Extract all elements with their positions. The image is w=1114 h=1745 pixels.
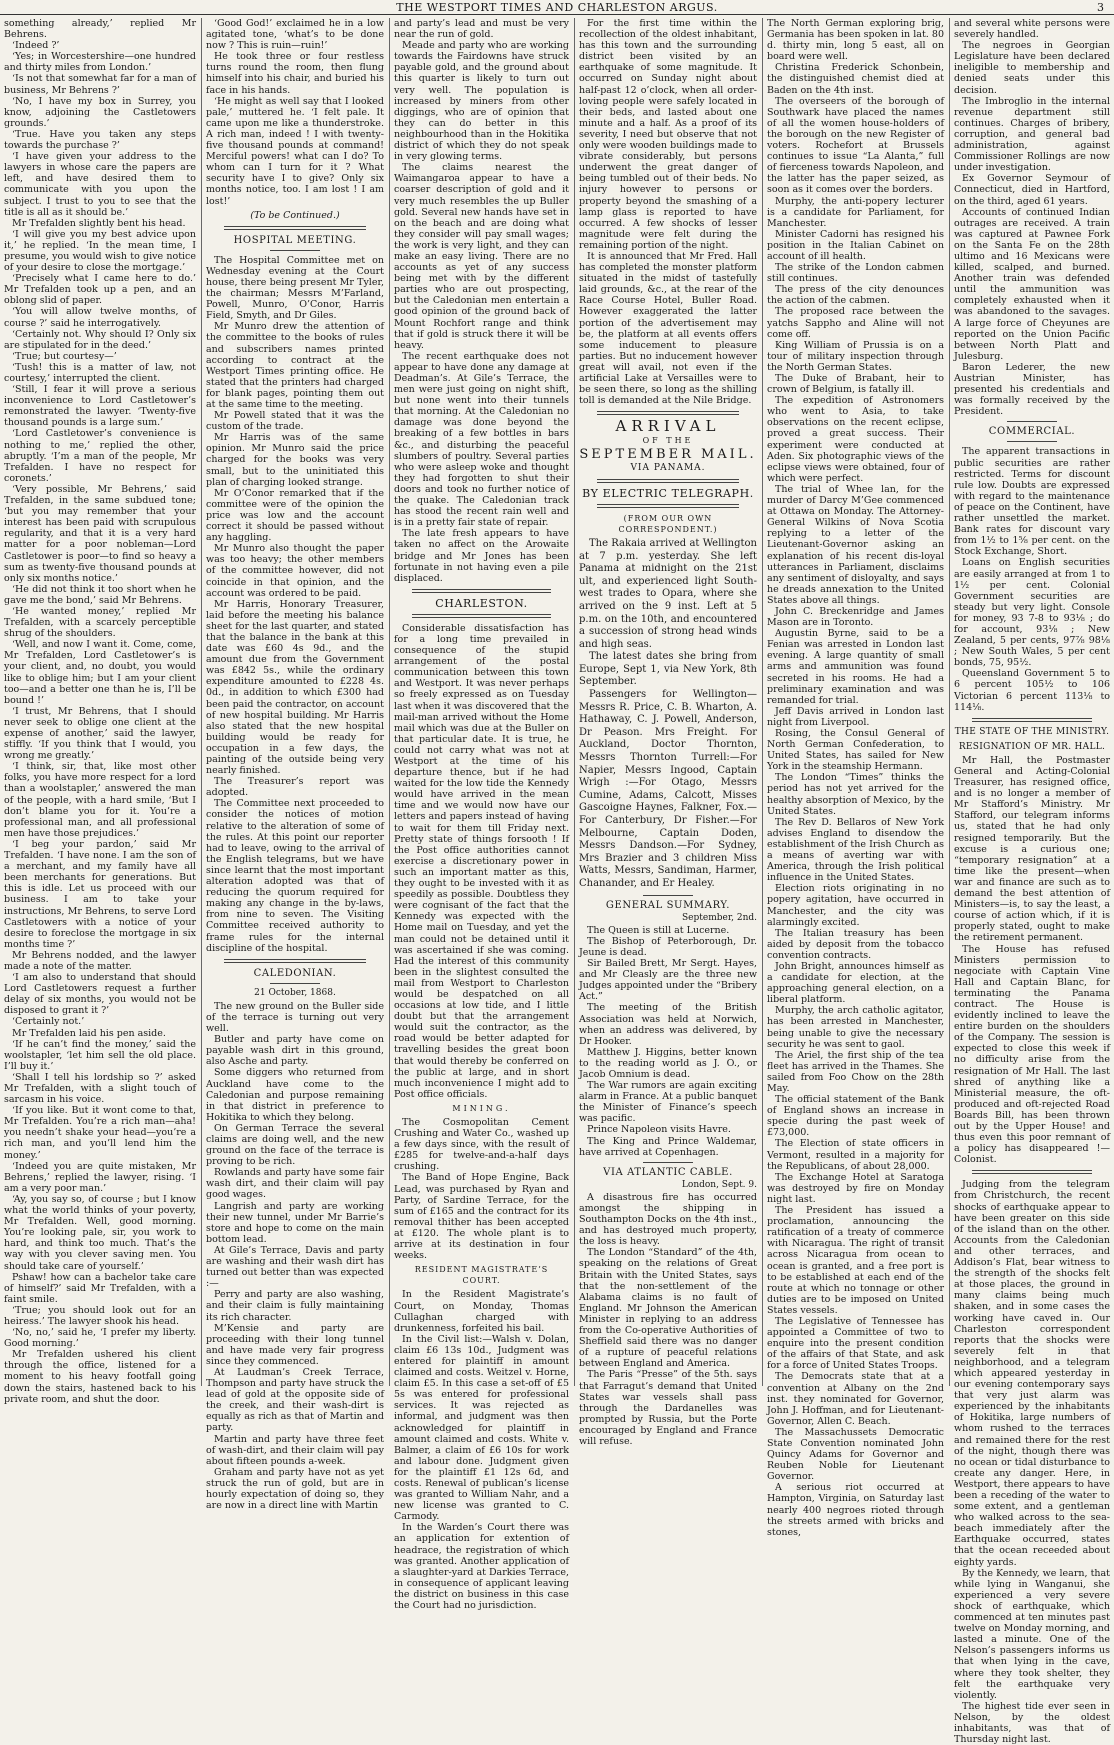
paragraph: Considerable dissatisfaction has for a long time prevailed in consequence of the stupid arrangement of the postal communication between this town and Westport. It was never perhaps so freely expressed as on Tuesday last when it was discovered that the mail-man arrived without the Home mail which was due at the Buller on that particular date. It is true, he could not carry what was not at Westport at the time of his departure thence, but if he had waited for the low tide the Kennedy would have arrived in the mean time and we would now have our letters and papers instead of having to wait for them till Friday next. Pretty state of things forsooth ! If the Post office authorities cannot exercise a discretionary power in such an important matter as this, they ought to be invested with it as speedily as possible. Doubtless they were cognisant of the fact that the Kennedy was expected with the Home mail on Tuesday, and yet the man could not be detained until it was ascertained if she was coming. Had the interest of this community been in the slightest consulted the mail from Westport to Charleston would be despatched on all occasions at low tide, and I little doubt but that the arrangement would suit the contractor, as the road would be better adapted for travelling besides the great boon that would thereby be conferred on the public at large, and in short much inconvenience I might add to Post office officials. bbox=[394, 622, 569, 1100]
paragraph: ‘Yes; in Worcestershire—one hundred and thirty miles from London.’ bbox=[4, 51, 196, 74]
paragraph: John C. Breckenridge and James Mason are in Toronto. bbox=[767, 605, 944, 629]
resignation-heading: RESIGNATION OF MR. HALL. bbox=[958, 741, 1106, 752]
mining-heading: MINING. bbox=[452, 1103, 511, 1113]
paragraph: In the Warden’s Court there was an application for extention of headrace, the registration of which was granted. Another application of a slaughter-yard at Darkies Terrace, in consequence of applicant leaving the district on business in this case the Court had no jurisdiction. bbox=[394, 1522, 570, 1612]
paragraph: ‘Shall I tell his lordship so ?’ asked Mr Trefalden, with a slight touch of sarcasm in his voice. bbox=[4, 1071, 196, 1106]
paragraph: Passengers for Wellington—Messrs R. Price, C. B. Wharton, A. Hathaway, C. J. Powell, Anderson, Dr Peason. Mrs Freight. For Auckland, Doctor Thornton, Messrs Thornton Turrell:—For Napier, Messrs Ingood, Captain Wrigh :—For Otago, Messrs Cumine, Adams, Calcott, Misses Gascoigne Haynes, Falkner, Fox.—For Canterbury, Dr Fisher.—For Melbourne, Captain Doden, Messrs Dandson.—For Sydney, Mrs Brazier and 3 children Miss Watts, Messrs, Sandiman, Harmer, Chanander, and Er Healey. bbox=[579, 689, 757, 889]
paragraph: The North German exploring brig, Germania has been spoken in lat. 80 d. thirty min, long 5 east, all on board were well. bbox=[767, 18, 944, 63]
paragraph: ‘If he can’t find the money,’ said the woolstapler, ‘let him sell the old place. I’ll buy it.’ bbox=[4, 1038, 196, 1072]
caledonian-date: 21 October, 1868. bbox=[254, 987, 336, 998]
paragraph: It is announced that Mr Fred. Hall has completed the monster platform situated in the midst of tastefully laid grounds, &c., at the rear of the Race Course Hotel, Buller Road. However exaggerated the latter portion of the advertisement may be, the platform at all events offers some inducement to pleasure parties. But no inducement however great will avail, not even if the artificial Lake at Versailles were to be seen there, so long as the shilling toll is demanded at the Nile Bridge. bbox=[579, 250, 757, 407]
paragraph: ‘Well, and now I want it. Come, come, Mr Trefalden, Lord Castletower’s is your client, and, no doubt, you would like to oblige him; but I am your client too—and a better one than he is, I’ll be bound !’ bbox=[4, 639, 196, 706]
serial-story-end bbox=[206, 18, 384, 207]
paragraph: ‘I beg your pardon,’ said Mr Trefalden. ‘I have none. I am the son of a merchant, and my family have all been merchants for generations. But this is idle. Let us proceed with our business. I am to take your instructions, Mr Behrens, to serve Lord Castletowers with a notice of your desire to foreclose the mortgage in six months time ?’ bbox=[4, 838, 196, 950]
correspondent-note: (FROM OUR OWN CORRESPONDENT.) bbox=[618, 513, 718, 534]
paragraph: Mr Trefalden slightly bent his head. bbox=[12, 217, 186, 229]
paragraph: ‘Indeed ?’ bbox=[12, 40, 60, 52]
section-divider bbox=[412, 589, 551, 593]
paragraph: ‘I will give you my best advice upon it,’ he replied. ‘In the mean time, I presume, you would wish to give notice of your desire to close the mortgage.’ bbox=[4, 228, 196, 274]
hospital-meeting-article bbox=[206, 255, 384, 954]
paragraph: The highest tide ever seen in Nelson, by the oldest inhabitants, was that of Thursday night last. bbox=[954, 1700, 1110, 1745]
paragraph: ‘Certainly not.’ bbox=[12, 1016, 85, 1028]
column-5 bbox=[767, 18, 944, 1538]
paragraph: The expedition of Astronomers who went to Asia, to take observations on the recent eclipse, proved a great success. Their experiment were conducted at Aden. Six photographic views of the eclipse views were obtained, four of which were perfect. bbox=[767, 395, 944, 484]
paragraph: ‘Is not that somewhat far for a man of business, Mr Behrens ?’ bbox=[4, 73, 196, 96]
paragraph: Graham and party have not as yet struck the run of gold, but are in hourly expectation of doing so, they are now in a direct line with Martin bbox=[206, 1466, 384, 1512]
paragraph: Accounts of continued Indian outrages are received. A train was captured at Pawnee Fork on the Santa Fe on the 28th ultimo and 16 Mexicans were killed, scalped, and burned. Another train was defended until the ammunition was completely exhausted when it was abandoned to the savages. A large force of Cheyunes are reported on the Union Pacific between North Platt and Julesburg. bbox=[954, 206, 1110, 362]
commercial-heading: COMMERCIAL. bbox=[988, 426, 1076, 438]
paragraph: Mr Munro drew the attention of the committee to the books of rules and subscribers names printed according to contract at the Westport Times printing office. He stated that the printers had charged for blank pages, pointing them out at the same time to the meeting. bbox=[206, 321, 384, 410]
paragraph: The Massachussets Democratic State Convention nominated John Quincy Adams for Governor and Reuben Noble for Lieutenant Governor. bbox=[767, 1426, 944, 1483]
via-panama: VIA PANAMA. bbox=[630, 462, 706, 473]
paragraph: Mr Trefalden laid his pen aside. bbox=[12, 1027, 166, 1039]
paragraph: The Imbroglio in the internal revenue department still continues. Charges of bribery, corruption, and general bad administration, against Commissioner Rollings are now under investigation. bbox=[954, 95, 1110, 174]
paragraph: Sir Bailed Brett, Mr Sergt. Hayes, and Mr Cleasly are the three new Judges appointed under the “Bribery Act.” bbox=[579, 958, 757, 1003]
paragraph: Matthew J. Higgins, better known to the reading world as J. O., or Jacob Omnium is dead. bbox=[579, 1046, 757, 1080]
column-rule bbox=[574, 18, 575, 1386]
paragraph: ‘I have given your address to the lawyers in whose care the papers are left, and have desired them to communicate with you upon the subject. I trust to you to see that the title is all as it should be.’ bbox=[4, 151, 196, 218]
electric-telegraph-heading: BY ELECTRIC TELEGRAPH. bbox=[582, 486, 754, 500]
paragraph: The Treasurer’s report was adopted. bbox=[206, 776, 384, 799]
paragraph: Some diggers who returned from Auckland have come to the Caledonian and purpose remaining in that district in preference to Hokitika to which they belong. bbox=[206, 1067, 384, 1123]
paragraph: The meeting of the British Association was held at Norwich, when an address was delivered, by Dr Hooker. bbox=[579, 1002, 757, 1047]
paragraph: The Band of Hope Engine, Back Lead, was purchased by Ryan and Party, of Sardine Terrace, for the sum of £165 and the contract for its removal thither has been accepted at £120. The whole plant is to arrive at its destination in four weeks. bbox=[394, 1172, 569, 1262]
paragraph: Murphy, the anti-popery lecturer is a candidate for Parliament, for Manchester. bbox=[767, 195, 944, 229]
paragraph: The War rumors are again exciting alarm in France. At a public banquet the Minister of Finance’s speech was pacific. bbox=[579, 1080, 757, 1125]
paragraph: The Bishop of Peterborough, Dr. Jeune is dead. bbox=[579, 935, 757, 958]
paragraph: ‘True; but courtesy—’ bbox=[12, 350, 117, 362]
paragraph: The Committee next proceeded to consider the notices of motion relative to the alteration of some of the rules. At this point our reporter had to leave, owing to the arrival of the English telegrams, but we have since learnt that the most important alteration adopted was that of reducing the quorum required for making any change in the by-laws, from nine to seven. The Visiting Committee received authority to frame rules for the internal discipline of the hospital. bbox=[206, 798, 384, 954]
paragraph: ‘No, I have my box in Surrey, you know, adjoining the Castletowers grounds.’ bbox=[4, 95, 196, 129]
paragraph: ‘He might as well say that I looked pale,’ muttered he. ‘I felt pale. It came upon me like a thunderstroke. A rich man, indeed ! I with twenty-five thousand pounds at command! Merciful powers! what can I do? To whom can I turn for it ? What security have I to give? Only six months notice, too. I am lost ! I am lost!’ bbox=[206, 95, 384, 207]
newspaper-title: THE WESTPORT TIMES AND CHARLESTON ARGUS. bbox=[396, 1, 718, 14]
paragraph: A disastrous fire has occurred amongst the shipping in Southampton Docks on the 4th inst., and has destroyed much property, the loss is heavy. bbox=[579, 1191, 757, 1248]
paragraph: ‘He did not think it too short when he gave me the bond,’ said Mr Behrens. bbox=[4, 583, 196, 606]
paragraph: Mr Trefalden ushered his client through the office, listened for a moment to his heavy footfall going down the stairs, hastened back to his private room, and shut the door. bbox=[4, 1349, 196, 1405]
paragraph: Mr O’Conor remarked that if the committee were of the opinion the price was low and the account correct it should be passed without any haggling. bbox=[206, 487, 384, 544]
section-divider bbox=[597, 411, 739, 415]
to-be-continued: (To be Continued.) bbox=[250, 209, 340, 221]
paragraph: Pshaw! how can a bachelor take care of himself?’ said Mr Trefalden, with a faint smile. bbox=[4, 1271, 196, 1305]
paragraph: ‘Still, I fear it will prove a serious inconvenience to Lord Castletower’s remonstrated the lawyer. ‘Twenty-five thousand pounds is a large sum.’ bbox=[4, 384, 196, 429]
column-3 bbox=[394, 18, 570, 1612]
paragraph: King William of Prussia is on a tour of military inspection through the North German States. bbox=[767, 339, 944, 373]
divider bbox=[270, 250, 320, 251]
ministry-heading: THE STATE OF THE MINISTRY. bbox=[954, 726, 1110, 737]
paragraph: ‘Precisely what I came here to do.’ Mr Trefalden took up a pen, and an oblong slid of paper. bbox=[4, 273, 196, 307]
paragraph: ‘Lord Castletower’s convenience is nothing to me,’ replied the other, abruptly. ‘I’m a man of the people, Mr Trefalden. I have no respect for coronets.’ bbox=[4, 428, 196, 484]
paragraph: For the first time within the recollection of the oldest inhabitant, has this town and the surrounding district been visited by an earthquake of some magnitude. It occurred on Sunday night about half-past 12 o’clock, when all order-loving people were safely located in their beds, and lasted about one minute and a half. As a proof of its severity, I need but observe that not only were wooden buildings made to vibrate considerably, but persons underwent the great danger of being tumbled out of their beds. No injury however to persons or property beyond the smashing of a lamp glass is reported to have occurred. A few shocks of lesser magnitude were felt during the remaining portion of the night. bbox=[579, 18, 757, 251]
masthead bbox=[0, 0, 1114, 15]
paragraph: Butler and party have come on payable wash dirt in this ground, also Asche and party. bbox=[206, 1034, 384, 1068]
atlantic-cable-date: London, Sept. 9. bbox=[681, 1179, 757, 1190]
paragraph: The overseers of the borough of Southwark have placed the names of all the women house-holders of the borough on the new Register of voters. Rochefort at Brussels continues to issue “La Alanta,” full of fierceness towards Napoleon, and the latter has the paper seized, as soon as it comes over the borders. bbox=[767, 95, 944, 196]
paragraph: ‘Ay, you say so, of course ; but I know what the world thinks of your poverty, Mr Trefalden. Well, good morning. You’re looking pale, sir, you work to hard, and think too much. That’s the way with you clever saving men. You should take care of yourself.’ bbox=[4, 1193, 196, 1272]
divider bbox=[270, 983, 320, 984]
general-summary-article bbox=[579, 925, 757, 1158]
paragraph: Baron Lederer, the new Austrian Minister, has presented his credentials and was formally received by the President. bbox=[954, 361, 1110, 418]
section-divider bbox=[597, 479, 739, 483]
paragraph: The Election of state officers in Vermont, resulted in a majority for the Republicans, of about 28,000. bbox=[767, 1138, 944, 1172]
paragraph: Election riots originating in no popery agitation, have occurred in Manchester, and the city was alarmingly excited. bbox=[767, 883, 944, 928]
paragraph: The apparent transactions in public securities are rather restricted. Terms for discount rule low. Doubts are expressed with regard to the maintenance of peace on the Continent, have rather unsettled the market. Bank rates for discount vary from 1½ to 1⅝ per cent. on the Stock Exchange, Short. bbox=[954, 446, 1110, 558]
paragraph: The trial of Whee lan, for the murder of Darcy M’Gee commenced at Ottawa on Monday. The Attorney-General Wilkins of Nova Scotia replying to a letter of the Lieutenant-Governor asking an explanation of his recent dis-loyal utterances in Parliament, disclaims any sentiment of disloyalty, and says he dreads annexation to the United States above all things. bbox=[767, 483, 944, 606]
caledonian-heading: CALEDONIAN. bbox=[253, 967, 337, 979]
hospital-meeting-heading: HOSPITAL MEETING. bbox=[233, 234, 357, 246]
mail-article bbox=[579, 538, 757, 891]
paragraph: Murphy, the arch catholic agitator, has been arrested in Manchester, being unable to give the necessary security he was sent to gaol. bbox=[767, 1005, 944, 1050]
paragraph: Ex Governor Seymour of Connecticut, died in Hartford, on the third, aged 61 years. bbox=[954, 173, 1110, 207]
paragraph: Langrish and party are working their new tunnel, under Mr Barrie’s store and hope to come on the main bottom lead. bbox=[206, 1200, 384, 1245]
atlantic-cable-heading: VIA ATLANTIC CABLE. bbox=[603, 1166, 733, 1178]
paragraph: ‘No, no,’ said he, ‘I prefer my liberty. Good morning.’ bbox=[4, 1327, 196, 1350]
paragraph: ‘Very possible, Mr Behrens,’ said Trefalden, in the same subdued tone; ‘but you may remember that your interest has been paid with scrupulous regularity, and that it is a very hard matter for a poor nobleman—Lord Castletower is poor—to find so heavy a sum as twenty-five thousand pounds at only six months notice.’ bbox=[4, 483, 196, 584]
column-1-serial-story bbox=[4, 18, 196, 1405]
paragraph: Mr Harris, Honorary Treasurer, laid before the meeting his balance sheet for the last quarter, and stated that the balance in the bank at this date was £60 4s 9d., and the amount due from the Government was £842 5s., while the ordinary expenditure amounted to £228 4s. 0d., in addition to which £300 had been paid the contractor, on account of new hospital building. Mr Harris also stated that the new hospital building would be ready for occupation in a few days, the painting of the outside being very nearly finished. bbox=[206, 598, 384, 777]
paragraph: ‘Good God!’ exclaimed he in a low agitated tone, ‘what’s to be done now ? This is ruin—ruin!’ bbox=[206, 18, 384, 52]
column-6 bbox=[954, 18, 1110, 1745]
paragraph: Minister Cadorni has resigned his position in the Italian Cabinet on account of ill health. bbox=[767, 228, 944, 262]
general-summary-date: September, 2nd. bbox=[682, 912, 757, 923]
paragraph: The strike of the London cabmen still continues. bbox=[767, 262, 944, 285]
commercial-article bbox=[954, 446, 1110, 712]
paragraph: The press of the city denounces the action of the cabmen. bbox=[767, 284, 944, 307]
paragraph: John Bright, announces himself as a candidate for election, at the approaching general election, on a liberal platform. bbox=[767, 960, 944, 1006]
ministry-article bbox=[954, 755, 1110, 1165]
column-4 bbox=[579, 18, 757, 1447]
court-heading: RESIDENT MAGISTRATE’S COURT. bbox=[414, 1265, 549, 1286]
divider bbox=[1007, 421, 1057, 422]
paragraph: The Paris “Presse” of the 5th. says that Farragut’s demand that United States war vessels shall pass through the Dardanelles was prompted by Russia, but the Porte encouraged by England and France will refuse. bbox=[579, 1369, 757, 1447]
atlantic-cable-article bbox=[579, 1192, 757, 1447]
paragraph: The King and Prince Waldemar, have arrived at Copenhagen. bbox=[579, 1135, 757, 1158]
paragraph: The official statement of the Bank of England shows an increase in specie during the past week of £73,000. bbox=[767, 1094, 944, 1139]
paragraph: Loans on English securities are easily arranged at from 1 to 1½ per cent. Colonial Government securities are steady but very light. Console for money, 93 7-8 to 93⅛ ; do for account, 93⅛ ; New Zealand, 5 per cents, 97⅞ 98⅛ ; New South Wales, 5 per cent bonds, 75, 95½. bbox=[954, 557, 1110, 669]
charleston-article bbox=[394, 623, 569, 1100]
caledonian-article bbox=[206, 1001, 384, 1511]
paragraph: The Democrats state that at a convention at Albany on the 2nd inst. they nominated for Governor, John J. Hoffman, and for Lieutenant-Governor, Allen C. Beach. bbox=[767, 1371, 944, 1427]
paragraph: In the Resident Magistrate’s Court, on Monday, Thomas Cullaghan charged with drunkenness, forfeited his bail. bbox=[394, 1289, 569, 1334]
paragraph: The proposed race between the yatchs Sappho and Aline will not come off. bbox=[767, 306, 944, 340]
divider bbox=[643, 1162, 693, 1163]
september-mail-heading: SEPTEMBER MAIL. bbox=[579, 447, 757, 463]
column-rule bbox=[762, 18, 763, 1386]
paragraph: ‘I trust, Mr Behrens, that I should never seek to oblige one client at the expense of another,’ said the lawyer, stiffly. ‘If you think that I would, you wrong me greatly.’ bbox=[4, 705, 196, 762]
paragraph: In the Civil list:—Walsh v. Dolan, claim £6 13s 10d., Judgment was entered for plaintiff in amount claimed and costs. Weitzel v. Horne, claim £5. In this case a set-off of £5 5s was entered for professional services. It was rejected as informal, and judgment was then acknowledged for plaintiff in amount claimed and costs. White v. Balmer, a claim of £6 10s for work and labour done. Judgment given for the plaintiff £1 12s 6d, and costs. Renewal of publican’s license was granted to William Nahr, and a new license was granted to C. Carmody. bbox=[394, 1333, 569, 1523]
paragraph: ‘I am also to understand that should Lord Castletowers request a further delay of six months, you would not be disposed to grant it ?’ bbox=[4, 972, 196, 1017]
paragraph: Mr Harris was of the same opinion. Mr Munro said the price charged for the books was very small, but to the uninitiated this plan of charging looked strange. bbox=[206, 432, 384, 488]
caledonian-article-continued bbox=[394, 18, 569, 584]
paragraph: ‘True. Have you taken any steps towards the purchase ?’ bbox=[4, 128, 196, 152]
paragraph: The President has issued a proclamation, announcing the ratification of a treaty of commerce with Nicaragua. The right of transit across Nicaragua from ocean to ocean is granted, and a free port is to be established at each end of the route at which no tonnage or other duties are to be imposed on United States vessels. bbox=[767, 1205, 944, 1316]
serial-story-text bbox=[4, 18, 196, 1405]
paragraph: and party’s lead and must be very near the run of gold. bbox=[394, 18, 569, 41]
foreign-news-continued bbox=[954, 18, 1110, 417]
paragraph: At Gile’s Terrace, Davis and party are washing and their wash dirt has turned out better than was expected :— bbox=[206, 1244, 384, 1290]
column-2 bbox=[206, 18, 384, 1512]
earthquake-article bbox=[954, 1179, 1110, 1745]
paragraph: Augustin Byrne, said to be a Fenian was arrested in London last evening. A large quantity of small arms and ammunition was found secreted in his rooms. He had a preliminary examination and was remanded for trial. bbox=[767, 628, 944, 706]
paragraph: The negroes in Georgian Legislature have been declared ineligible to membership and denied seats under this decision. bbox=[954, 40, 1110, 96]
paragraph: Mr Hall, the Postmaster General and Acting-Colonial Treasurer, has resigned office, and is no longer a member of Mr Stafford’s Ministry. Mr Stafford, our telegram informs us, stated that he had only resigned temporarily. But the excuse is a curious one; “temporary resignation” at a time like the present—when war and finance are such as to demand the best attention of Ministers—is, to say the least, a course of action which, if it is properly stated, ought to make the retirement permanent. bbox=[954, 754, 1110, 944]
paragraph: and several white persons were severely handled. bbox=[954, 18, 1110, 41]
page-number: 3 bbox=[1097, 1, 1104, 14]
paragraph: The Queen is still at Lucerne. bbox=[587, 924, 730, 936]
paragraph: Judging from the telegram from Christchurch, the recent shocks of earthquake appear to have been greater on this side of the island than on the other. Accounts from the Caledonian and other terraces, and Addison’s Flat, bear witness to the strength of the shocks felt at those places, the ground in many claims being much shaken, and in some cases the working have caved in. Our Charleston correspondent reports that the shocks were severely felt in that neighborhood, and a telegram which appeared yesterday in our evening contemporary says that very just alarm was experienced by the inhabitants of Hokitika, large numbers of whom rushed to the terraces and remained there for the rest of the night, though there was no ocean or tidal disturbance to create any danger. Here, in Westport, there appears to have been a receding of the water to some extent, and a gentleman who walked across to the sea-beach immediately after the Earthquake occurred, states that the ocean receeded about eighty yards. bbox=[954, 1179, 1110, 1568]
section-divider bbox=[412, 614, 551, 618]
arrival-of-the: OF THE bbox=[642, 436, 694, 446]
paragraph: Mr Munro also thought the paper was too heavy; the other members of the committee however, did not coincide in that opinion, and the account was ordered to be paid. bbox=[206, 543, 384, 599]
paragraph: The London “Standard” of the 4th, speaking on the relations of Great Britain with the United States, says that the non-settlement of the Alabama claims is no fault of England. Mr Johnson the American Minister in replying to an address from the Co-operative Authorities of Sheffield said there was no danger of a rupture of peaceful relations between England and America. bbox=[579, 1247, 757, 1370]
paragraph: Prince Napoleon visits Havre. bbox=[587, 1124, 731, 1136]
foreign-news bbox=[767, 18, 944, 1538]
paragraph: The London “Times” thinks the period has not yet arrived for the healthy absorption of Mexico, by the United States. bbox=[767, 772, 944, 817]
charleston-heading: CHARLESTON. bbox=[435, 596, 528, 610]
arrival-heading: ARRIVAL bbox=[615, 417, 721, 436]
paragraph: The Cosmopolitan Cement Crushing and Water Co., washed up a few days since, with the result of £285 for twelve-and-a-half days crushing. bbox=[394, 1117, 569, 1173]
paragraph: A serious riot occurred at Hampton, Virginia, on Saturday last nearly 400 negroes rioted through the streets armed with bricks and stones, bbox=[767, 1482, 944, 1538]
paragraph: ‘You will allow twelve months, of course ?’ said he interrogatively. bbox=[4, 306, 196, 329]
paragraph: ‘Tush! this is a matter of law, not courtesy,’ interrupted the client. bbox=[4, 361, 196, 384]
paragraph: something already,’ replied Mr Behrens. bbox=[4, 18, 196, 41]
paragraph: At Laudman’s Creek Terrace, Thompson and party have struck the lead of gold at the opposite side of the creek, and their wash-dirt is equally as rich as that of Martin and party. bbox=[206, 1366, 384, 1434]
paragraph: M’Kensie and party are proceeding with their long tunnel and have made very fair progress since they commenced. bbox=[206, 1322, 384, 1367]
paragraph: The Rakaia arrived at Wellington at 7 p.m. yesterday. She left Panama at midnight on the 21st ult, and experienced light South-west trades to Opara, where she arrived on the 9 inst. Left at 5 p.m. on the 10th, and encountered a succession of strong head winds and high seas. bbox=[579, 537, 757, 650]
paragraph: ‘Indeed you are quite mistaken, Mr Behrens,’ replied the lawyer, rising. ‘I am a very poor man.’ bbox=[4, 1160, 196, 1194]
paragraph: Jeff Davis arrived in London last night from Liverpool. bbox=[767, 705, 944, 728]
paragraph: Mr Behrens nodded, and the lawyer made a note of the matter. bbox=[4, 949, 196, 972]
column-rule bbox=[949, 18, 950, 1386]
section-divider bbox=[224, 226, 366, 230]
section-divider bbox=[972, 718, 1092, 722]
paragraph: The recent earthquake does not appear to have done any damage at Deadman’s. At Gile’s Terrace, the men were just going on night shift, but none went into their tunnels that morning. At the Caledonian no damage was done beyond the breaking of a few bottles in bars &c., and disturbing the peaceful slumbers of poultry. Several parties who were asleep woke and thought they had forgotten to shut their doors and took no further notice of the quake. The Caledonian track has stood the recent rain well and is in a pretty fair state of repair. bbox=[394, 350, 569, 529]
general-summary-heading: GENERAL SUMMARY. bbox=[605, 899, 731, 911]
paragraph: The Legislative of Tennessee has appointed a Committee of two to enquire into the present condition of the affairs of that State, and ask for a force of United States Troops. bbox=[767, 1315, 944, 1372]
paragraph: The late fresh appears to have taken no affect on the Arowaite bridge and Mr Jones has been fortunate in not having even a pile displaced. bbox=[394, 528, 569, 584]
divider bbox=[643, 895, 693, 896]
paragraph: ‘He wanted money,’ replied Mr Trefalden, with a scarcely perceptible shrug of the shoulders. bbox=[4, 605, 196, 640]
paragraph: Rosing, the Consul General of North German Confederation, to United States, has sailed for New York in the steamship Hermann. bbox=[767, 728, 944, 773]
column-rule bbox=[389, 18, 390, 1386]
section-divider bbox=[224, 959, 366, 963]
paragraph: Perry and party are also washing, and their claim is fully maintaining its rich character. bbox=[206, 1289, 384, 1323]
column-rule bbox=[201, 18, 202, 1386]
paragraph: The new ground on the Buller side of the terrace is turning out very well. bbox=[206, 1000, 384, 1035]
section-divider bbox=[972, 1170, 1092, 1174]
paragraph: The Rev D. Bellaros of New York advises England to disendow the establishment of the Irish Church as a means of averting war with America, through the Irish political influence in the United States. bbox=[767, 816, 944, 884]
mining-article bbox=[394, 1117, 569, 1261]
divider bbox=[1007, 441, 1057, 442]
paragraph: ‘True; you should look out for an heiress.’ The lawyer shook his head. bbox=[4, 1304, 196, 1327]
paragraph: On German Terrace the several claims are doing well, and the new ground on the face of the terrace is proving to be rich. bbox=[206, 1122, 384, 1168]
paragraph: Rowlands and party have some fair wash dirt, and their claim will pay good wages. bbox=[206, 1167, 384, 1201]
paragraph: Mr Powell stated that it was the custom of the trade. bbox=[206, 410, 384, 433]
paragraph: Queensland Government 5 to 6 percent 105½ to 106 Victorian 6 percent 113⅛ to 114⅛. bbox=[954, 668, 1110, 713]
paragraph: Christina Frederick Schonbein, the distinguished chemist died at Baden on the 4th inst. bbox=[767, 62, 944, 96]
court-article bbox=[394, 1289, 569, 1611]
paragraph: He took three or four restless turns round the room, then flung himself into his chair, and buried his face in his hands. bbox=[206, 51, 384, 96]
paragraph: Meade and party who are working towards the Fairdowns have struck payable gold, and the ground about this quarter is likely to turn out very well. The population is increased by miners from other diggings, who are of opinion that they can do better in this neighbourhood than in the Hokitika district of which they do not speak in very glowing terms. bbox=[394, 40, 569, 163]
paragraph: The Exchange Hotel at Saratoga was destroyed by fire on Monday night last. bbox=[767, 1171, 944, 1205]
paragraph: By the Kennedy, we learn, that while lying in Wanganui, she experienced a very severe shock of earthquake, which commenced at ten minutes past twelve on Monday morning, and lasted a minute. One of the Nelson’s passengers informs us that when lying in the cave, where they took shelter, they felt the earthquake very violently. bbox=[954, 1567, 1110, 1701]
section-divider bbox=[597, 504, 739, 508]
paragraph: ‘I think, sir, that, like most other folks, you have more respect for a lord than a woolstapler,’ answered the man of the people, with a hard smile, ‘But I don’t blame you for it. You’re a professional man, and all professional men have those prejudices.’ bbox=[4, 761, 196, 839]
paragraph: The Italian treasury has been aided by deposit from the tobacco convention contracts. bbox=[767, 927, 944, 961]
local-news bbox=[579, 18, 757, 406]
paragraph: The Hospital Committee met on Wednesday evening at the Court house, there being present Mr Tyler, the chairman; Messrs M’Farland, Powell, Munro, O’Conor, Harris Field, Smyth, and Dr Giles. bbox=[206, 254, 384, 322]
paragraph: The claims nearest the Waimangaroa appear to have a coarser description of gold and it very much resembles the up Buller gold. Several new hands have set in on the beach and are doing what they consider will pay small wages; the work is very light, and they can make an easy living. There are no accounts as yet of any success being met with by the different parties who are out prospecting, but the Caledonian men entertain a good opinion of the ground back of Mount Rochfort range and think that if gold is struck there it will be heavy. bbox=[394, 162, 569, 351]
paragraph: The latest dates she bring from Europe, Sept 1, via New York, 8th September. bbox=[579, 651, 757, 688]
paragraph: ‘Certainly not. Why should I? Only six are stipulated for in the deed.’ bbox=[4, 328, 196, 351]
paragraph: Martin and party have three feet of wash-dirt, and their claim will pay about fifteen pounds a-week. bbox=[206, 1433, 384, 1467]
paragraph: The Duke of Brabant, heir to crown of Belgium, is fatally ill. bbox=[767, 373, 944, 396]
paragraph: ‘If you like. But it wont come to that, Mr Trefalden. You’re a rich man—aha! you needn’t shake your head—you’re a rich man, and you’ll lend him the money.’ bbox=[4, 1105, 196, 1161]
paragraph: The House has refused Ministers permission to negociate with Captain Vine Hall and Captain Blanc, for terminating the Panama contract. The House is evidently inclined to leave the entire burden on the shoulders of the Company. The session is expected to close this week if no difficulty arise from the resignation of Mr Hall. The last shred of anything like a Ministerial measure, the oft-produced and oft-rejected Road Boards Bill, has been thrown out by the Upper House! and thus even this poor remnant of a policy has disappeared !—Colonist. bbox=[954, 943, 1110, 1166]
paragraph: The Ariel, the first ship of the tea fleet has arrived in the Thames. She sailed from Foo Chow on the 28th May. bbox=[767, 1049, 944, 1094]
